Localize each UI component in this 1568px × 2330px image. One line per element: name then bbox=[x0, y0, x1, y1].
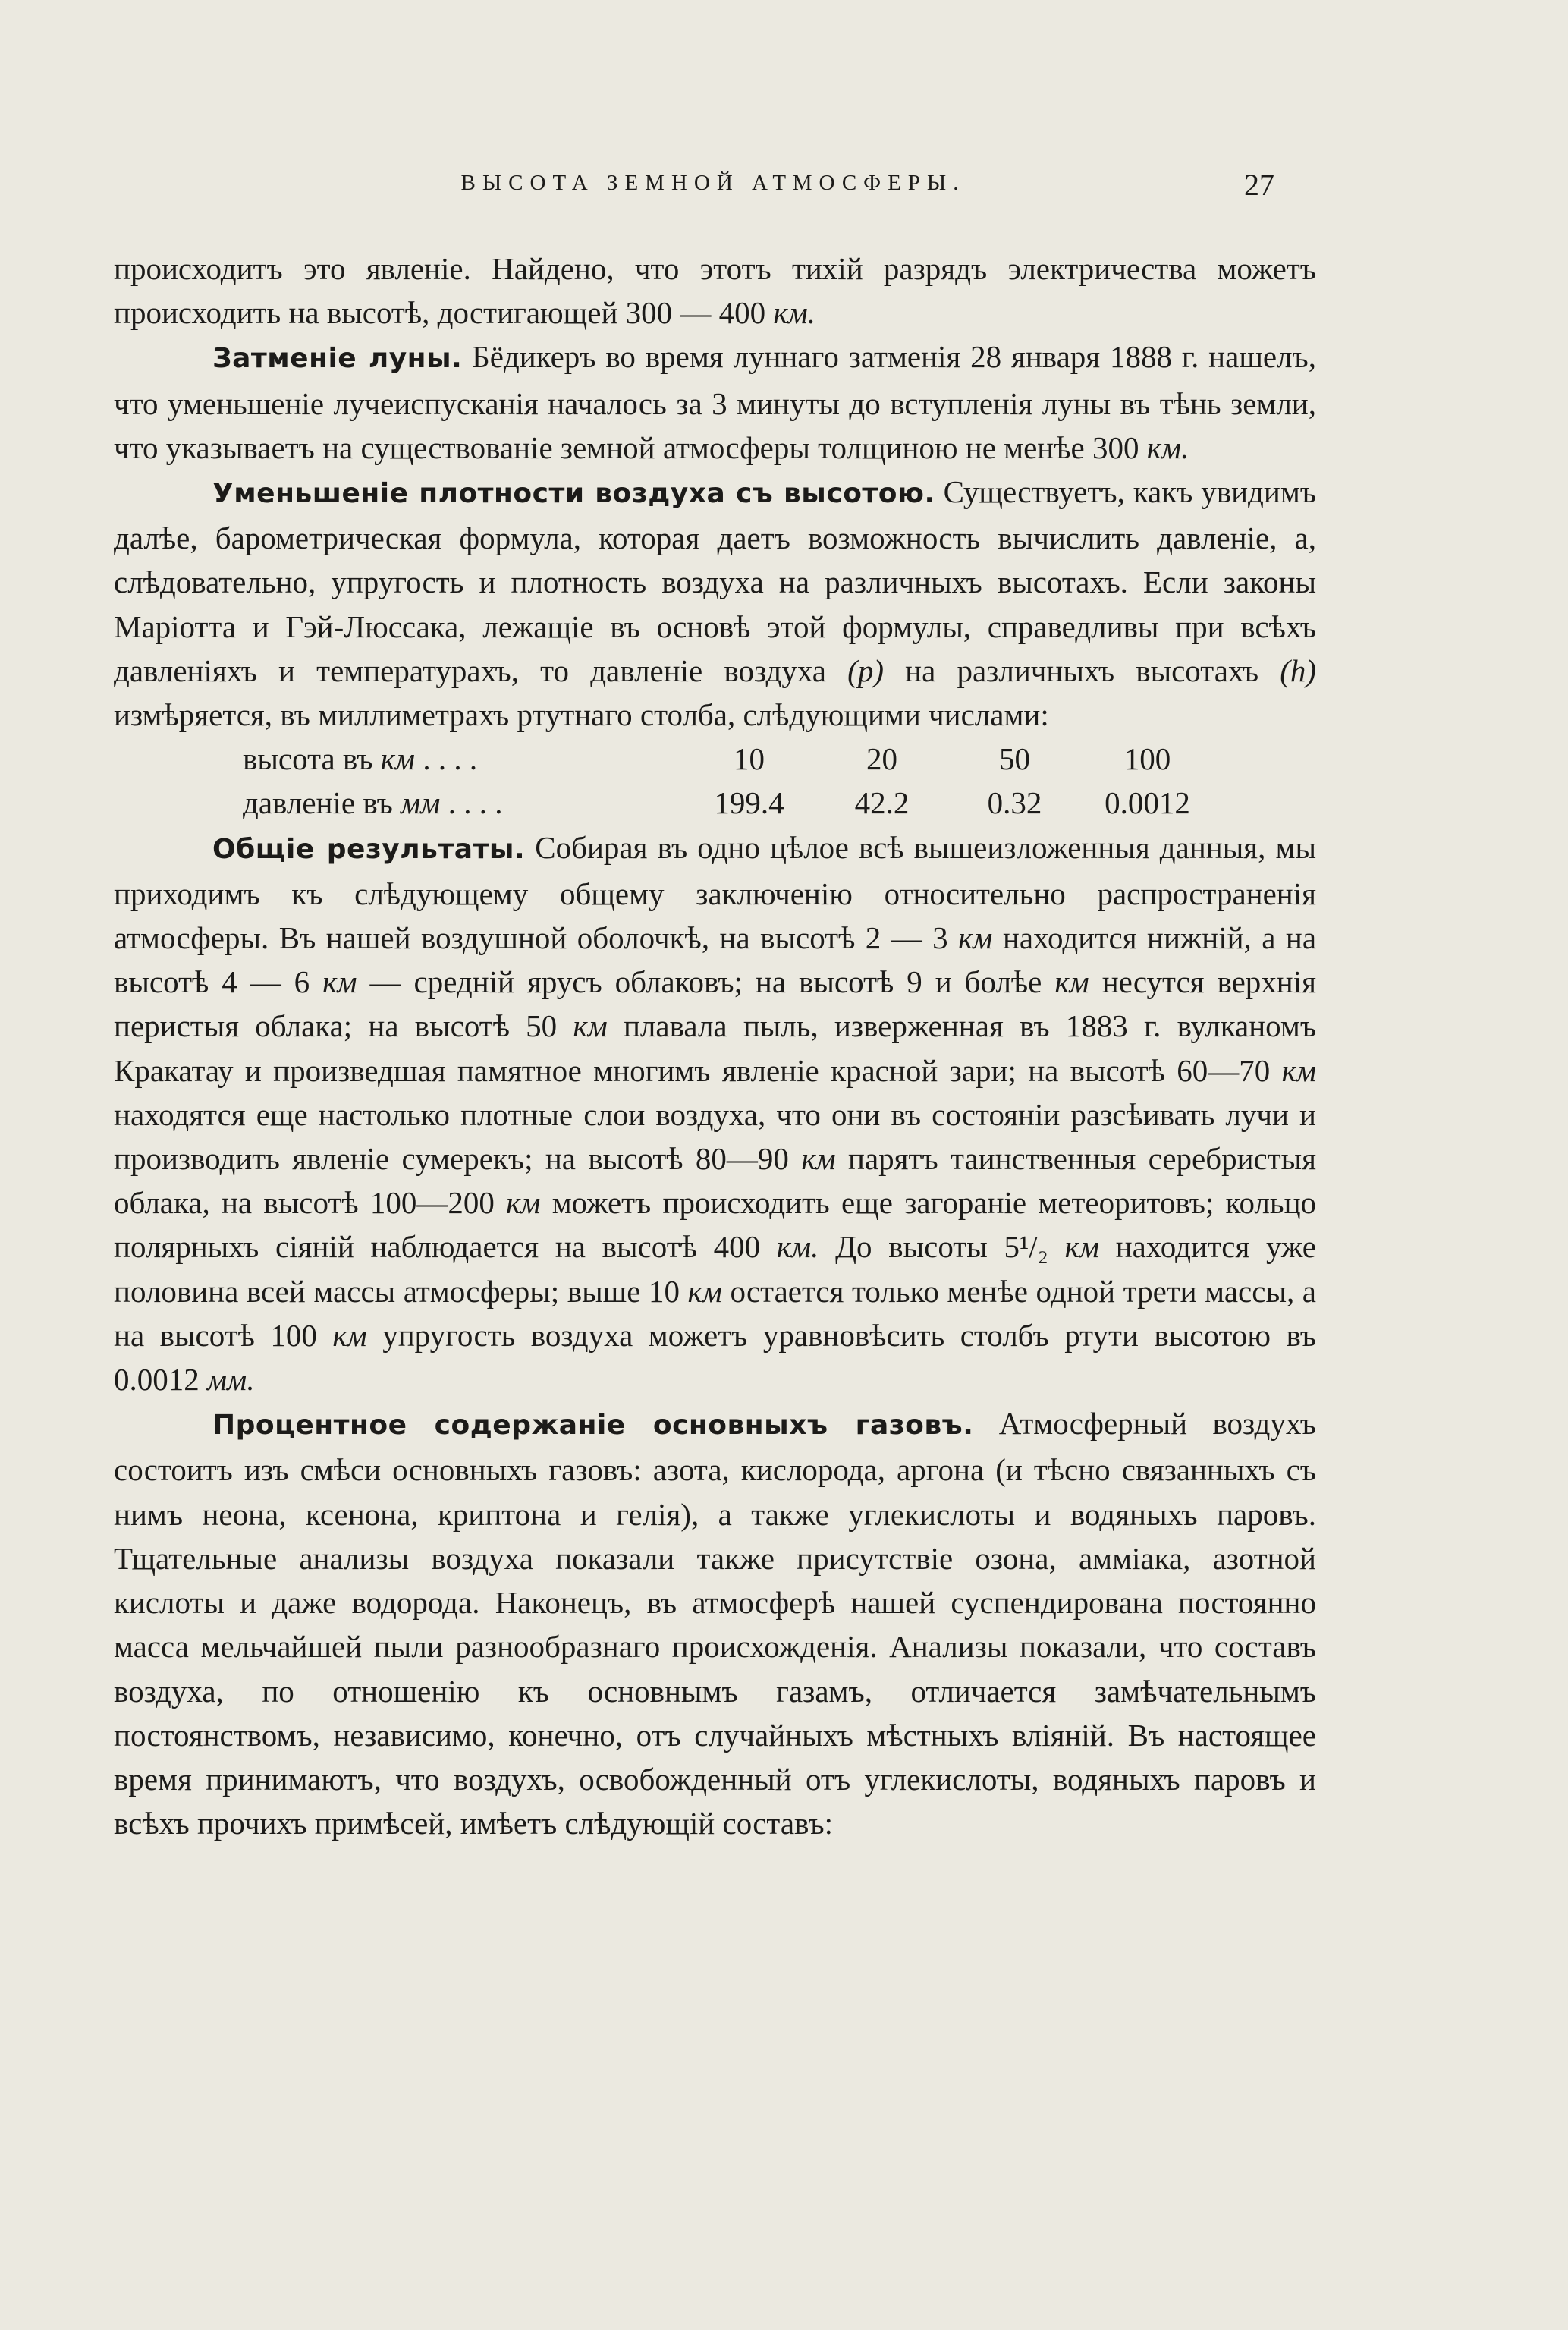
table-row-altitude bbox=[243, 737, 1214, 781]
unit-km: км bbox=[1281, 1052, 1316, 1088]
row-label bbox=[243, 737, 683, 781]
section-heading-general-results: Общіе результаты. bbox=[212, 833, 526, 865]
paragraph-3-text-b: на различныхъ высотахъ bbox=[905, 652, 1259, 688]
leader-dots: . . . . bbox=[440, 785, 503, 821]
unit-km: км bbox=[958, 920, 993, 956]
table-cell: 199.4 bbox=[714, 785, 784, 821]
variable-p: (p) bbox=[847, 652, 884, 688]
table-cell: 10 bbox=[734, 741, 765, 777]
variable-h: (h) bbox=[1280, 652, 1317, 688]
running-head: ВЫСОТА ЗЕМНОЙ АТМОСФЕРЫ. bbox=[460, 171, 966, 195]
table-cell: 20 bbox=[866, 741, 897, 777]
leader-dots: . . . . bbox=[415, 741, 478, 777]
paragraph-lunar-eclipse bbox=[114, 335, 1316, 470]
text-run: Собирая въ одно цѣлое всѣ вышеизложенныя данныя, мы приходимъ къ слѣдующему общему заключенію относительно распространенія атмосферы. Въ нашей воздушной оболочкѣ, на высотѣ 2 — 3 bbox=[114, 829, 1317, 956]
paragraph-1 bbox=[114, 247, 1316, 335]
unit-km: км bbox=[1064, 1229, 1099, 1265]
paragraph-5-text: Атмосферный воздухъ состоитъ изъ смѣси основныхъ газовъ: азота, кислорода, аргона (и тѣсно связанныхъ съ нимъ неона, ксенона, криптона и гелія), а также углекислоты и водяныхъ паровъ. Тщательные анализы воздуха показали также присутствіе озона, амміака, азотной кислоты и даже водорода. Наконецъ, въ атмосферѣ нашей суспендирована постоянно масса мельчайшей пыли разнообразнаго происхожденія. Анализы показали, что составъ воздуха, по отношенію къ основнымъ газамъ, отличается замѣчательнымъ постоянствомъ, независимо, конечно, отъ случайныхъ мѣстныхъ вліяній. Въ настоящее время принимаютъ, что воздухъ, освобожденный отъ углекислоты, водяныхъ паровъ и всѣхъ прочихъ примѣсей, имѣетъ слѣдующій составъ: bbox=[114, 1406, 1316, 1841]
unit-km: км bbox=[801, 1141, 836, 1177]
page-number: 27 bbox=[1244, 168, 1274, 202]
paragraph-gas-composition bbox=[114, 1401, 1316, 1845]
text-run: находится уже половина всей массы атмосферы; выше 10 bbox=[114, 1229, 1316, 1309]
unit-km: км bbox=[506, 1185, 541, 1221]
pressure-altitude-table bbox=[243, 737, 1214, 825]
text-run: До высоты bbox=[835, 1229, 988, 1265]
label-text: высота въ bbox=[243, 741, 373, 777]
text-run: можетъ происходить еще загораніе метеоритовъ; кольцо полярныхъ сіяній наблюдается на высотѣ 400 bbox=[114, 1185, 1317, 1265]
fraction: 5¹/₂ bbox=[1004, 1229, 1048, 1265]
paragraph-general-results bbox=[114, 825, 1316, 1402]
row-label bbox=[243, 781, 683, 825]
text-run: остается только менѣе одной трети массы, а на высотѣ 100 bbox=[114, 1273, 1316, 1353]
paragraph-2-text: Бёдикеръ во время луннаго затменія 28 января 1888 г. нашелъ, что уменьшеніе лучеиспусканія началось за 3 минуты до вступленія луны въ тѣнь земли, что указываетъ на существованіе земной атмосферы толщиною не менѣе 300 bbox=[114, 339, 1316, 465]
table-row-pressure bbox=[243, 781, 1214, 825]
table-cell: 100 bbox=[1123, 741, 1171, 777]
unit-km: км bbox=[380, 741, 416, 777]
text-run: плавала пыль, изверженная въ 1883 г. вулканомъ Кракатау и произведшая памятное многимъ явленіе красной зари; на высотѣ 60—70 bbox=[114, 1008, 1317, 1088]
table-cell: 0.32 bbox=[987, 785, 1042, 821]
table-cell: 0.0012 bbox=[1105, 785, 1190, 821]
body-text bbox=[114, 247, 1316, 1845]
unit-km: км bbox=[322, 964, 357, 1000]
unit-km: км. bbox=[776, 1229, 819, 1265]
unit-km: км bbox=[687, 1273, 722, 1309]
section-heading-density-decrease: Уменьшеніе плотности воздуха съ высотою. bbox=[212, 478, 935, 510]
unit-mm: мм. bbox=[207, 1362, 255, 1398]
unit-km: км bbox=[1054, 964, 1089, 1000]
text-run: находится нижній, а на высотѣ 4 — 6 bbox=[114, 920, 1317, 1000]
section-heading-lunar-eclipse: Затменіе луны. bbox=[212, 343, 463, 375]
label-text: давленіе въ bbox=[243, 785, 393, 821]
unit-km: км bbox=[573, 1008, 608, 1044]
text-run: парятъ таинственныя серебристыя облака, на высотѣ 100—200 bbox=[114, 1141, 1317, 1221]
paragraph-1-text: происходитъ это явленіе. Найдено, что этотъ тихій разрядъ электричества можетъ происходить на высотѣ, достигающей 300 — 400 bbox=[114, 251, 1316, 331]
text-run: несутся верхнія перистыя облака; на высотѣ 50 bbox=[114, 964, 1316, 1044]
section-heading-gas-composition: Процентное содержаніе основныхъ газовъ. bbox=[212, 1410, 974, 1442]
paragraph-3-text-a: Существуетъ, какъ увидимъ далѣе, барометрическая формула, которая даетъ возможность вычислить давленіе, а, слѣдовательно, упругость и плотность воздуха на различныхъ высотахъ. Если законы Маріотта и Гэй-Люссака, лежащіе въ основѣ этой формулы, справедливы при всѣхъ давленіяхъ и температурахъ, то давленіе воздуха bbox=[114, 474, 1316, 688]
table-cell: 50 bbox=[999, 741, 1030, 777]
unit-km: км. bbox=[773, 295, 815, 331]
unit-mm: мм bbox=[401, 785, 441, 821]
text-run: упругость воздуха можетъ уравновѣсить столбъ ртути высотою въ 0.0012 bbox=[114, 1317, 1317, 1398]
paragraph-3-text-c: измѣряется, въ миллиметрахъ ртутнаго столба, слѣдующими числами: bbox=[114, 697, 1049, 733]
paragraph-density-decrease bbox=[114, 470, 1316, 737]
text-run: находятся еще настолько плотные слои воздуха, что они въ состояніи разсѣивать лучи и производить явленіе сумерекъ; на высотѣ 80—90 bbox=[114, 1096, 1316, 1177]
unit-km: км bbox=[332, 1317, 367, 1353]
unit-km: км. bbox=[1146, 429, 1189, 465]
text-run: — средній ярусъ облаковъ; на высотѣ 9 и болѣе bbox=[369, 964, 1042, 1000]
table-cell: 42.2 bbox=[854, 785, 910, 821]
